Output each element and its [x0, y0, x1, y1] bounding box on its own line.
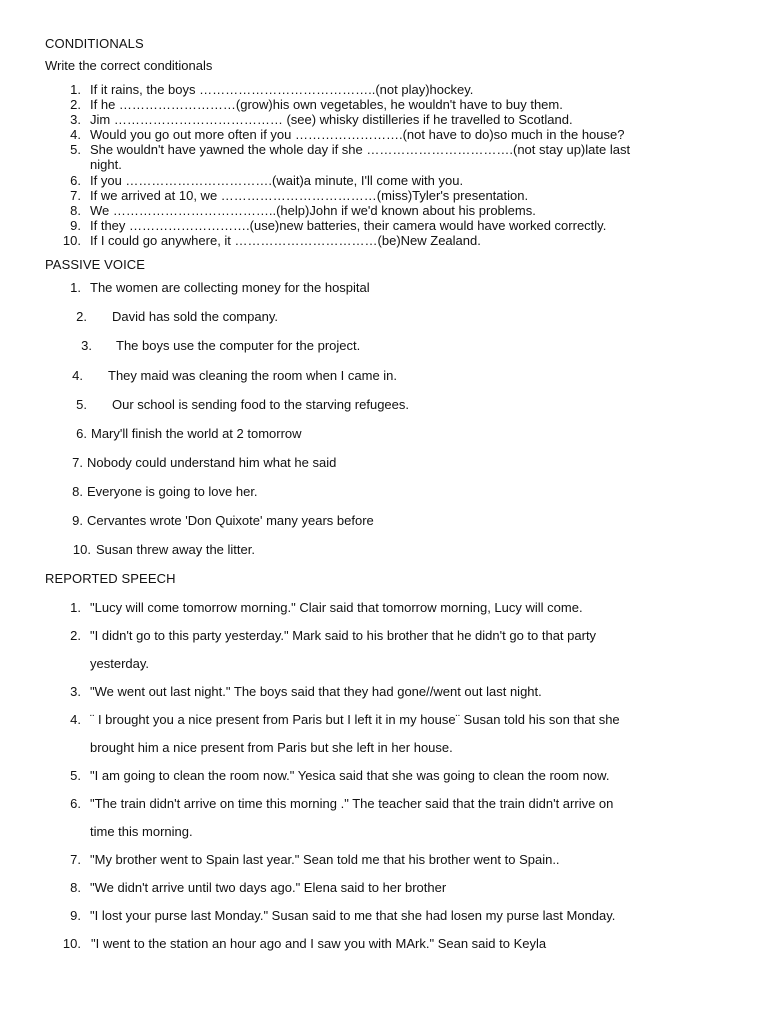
passive-heading: PASSIVE VOICE	[45, 257, 146, 272]
reported-list: 1. "Lucy will come tomorrow morning." Clair said that tomorrow morning, Lucy will come. 2. "I didn't go to this party yesterday." Mark said to his brother that he didn't go to that party yesterday. 3. "We went out last night." The boys said that they had gone//went out last night. 4. ¨ I brought you a nice present from Paris but I left it in my house¨ Susan told his son that she brought him a nice present from Paris but she left in her house. 5. "I am going to clean the room now." Yesica said that she was going to clean the room now. 6. "The train didn't arrive on time this morning ." The teacher said that the train didn't arrive on time this morning. 7. "My brother went to Spain last year." Sean told me that his brother went to Spain.. 8. "We didn't arrive until two days ago." Elena said to her brother 9. "I lost your purse last Monday." Susan said to me that she had losen my purse last Monday. 10. "I went to the station an hour ago and I saw you with MArk." Sean said to Keyla	[62, 600, 620, 951]
conditionals-heading: CONDITIONALS	[45, 36, 144, 51]
reported-heading: REPORTED SPEECH	[45, 571, 176, 586]
conditionals-instruction: Write the correct conditionals	[45, 58, 213, 73]
passive-list: 1. The women are collecting money for the hospital 2. David has sold the company. 3. The boys use the computer for the project. 4. They maid was cleaning the room when I came in. 5. Our school is sending food to the starving refugees. 6. Mary'll finish the world at 2 tomorrow 7. Nobody could understand him what he said 8. Everyone is going to love her. 9. Cervantes wrote 'Don Quixote' many years before 10. Susan threw away the litter.	[70, 280, 410, 557]
conditionals-list: 1. If it rains, the boys …………………………………..(not play)hockey. 2. If he ………………………(grow)his own vegetables, he wouldn't have to buy them. 3. Jim ………………………………… (see) whisky distilleries if he travelled to Scotland. 4. Would you go out more often if you …………………….(not have to do)so much in the house? 5. She wouldn't have yawned the whole day if she …………………………….(not stay up)late last night. 6. If you …………………………….(wait)a minute, I'll come with you. 7. If we arrived at 10, we ………………………………(miss)Tyler's presentation. 8. We ………………………………..(help)John if we'd known about his problems. 9. If they ……………………….(use)new batteries, their camera would have worked correctly. 10. If I could go anywhere, it ……………………………(be)New Zealand.	[62, 82, 631, 248]
